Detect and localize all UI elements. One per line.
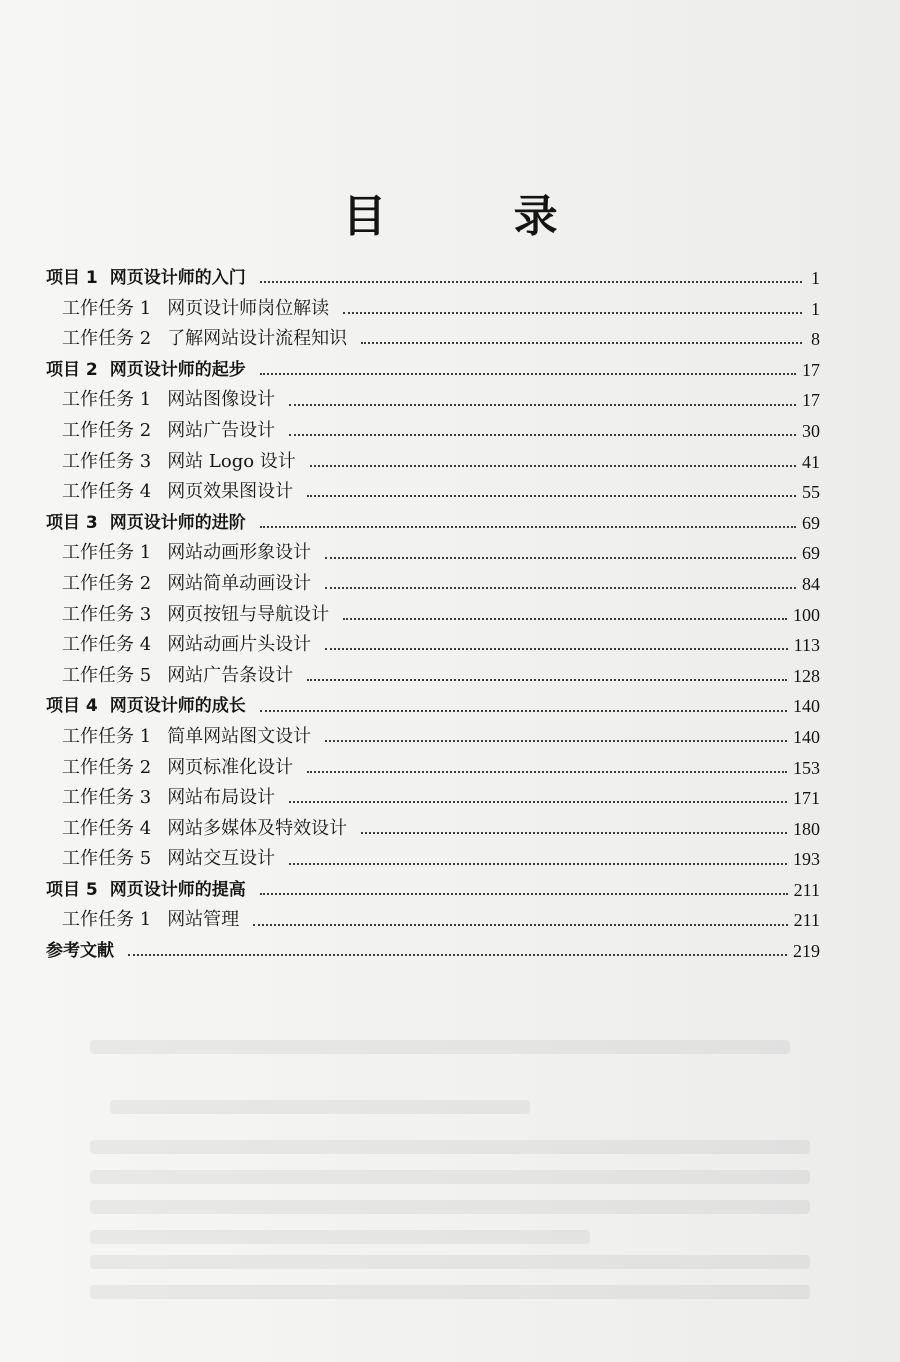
- toc-page-number: 1: [811, 268, 820, 288]
- dot-leader: [289, 801, 787, 803]
- toc-page-number: 1: [811, 298, 820, 319]
- toc-page-number: 193: [793, 849, 820, 870]
- toc-entry-title: 网站图像设计: [167, 389, 276, 411]
- toc-task-row[interactable]: [46, 630, 820, 661]
- toc-task-row[interactable]: [46, 324, 820, 355]
- toc-task-row[interactable]: [46, 844, 820, 875]
- toc-entry-number: 工作任务 2: [62, 756, 152, 778]
- toc-entry-title: 网站管理: [167, 909, 240, 931]
- toc-project-row[interactable]: [46, 263, 820, 294]
- toc-page-number: 17: [802, 359, 820, 380]
- toc-entry-number: 工作任务 5: [62, 848, 152, 870]
- toc-task-row[interactable]: [46, 447, 820, 478]
- toc-entry-title: 网页设计师岗位解读: [167, 297, 330, 319]
- toc-entry-number: 工作任务 3: [62, 787, 152, 809]
- dot-leader: [289, 404, 796, 406]
- toc-entry-title: 网页效果图设计: [167, 481, 294, 503]
- toc-entry-title: 网页按钮与导航设计: [167, 603, 330, 625]
- toc-page-number: 69: [802, 543, 820, 564]
- toc-task-row[interactable]: [46, 416, 820, 447]
- toc-entry-number: 工作任务 2: [62, 328, 152, 350]
- page-title: 目 录: [342, 191, 614, 242]
- toc-project-row[interactable]: [46, 508, 820, 539]
- toc-project-row[interactable]: [46, 875, 820, 906]
- toc-task-row[interactable]: [46, 905, 820, 936]
- toc-page-number: 153: [793, 757, 820, 778]
- toc-page-number: 17: [802, 390, 820, 411]
- dot-leader: [260, 710, 787, 712]
- toc-entry-number: 项目 3: [46, 512, 98, 533]
- dot-leader: [260, 281, 802, 283]
- toc-project-row[interactable]: [46, 691, 820, 722]
- toc-entry-title: 网站多媒体及特效设计: [167, 817, 348, 839]
- toc-page-number: 128: [793, 665, 820, 686]
- toc-entry-title: 网页设计师的进阶: [109, 512, 246, 533]
- dot-leader: [260, 893, 788, 895]
- toc-entry-number: 工作任务 3: [62, 450, 152, 472]
- toc-page-number: 69: [802, 512, 820, 533]
- toc-entry-number: 项目 5: [46, 879, 98, 900]
- dot-leader: [343, 312, 802, 314]
- dot-leader: [361, 342, 802, 344]
- dot-leader: [260, 373, 796, 375]
- toc-entry-title: 网站动画形象设计: [167, 542, 312, 564]
- toc-task-row[interactable]: [46, 753, 820, 784]
- toc-page-number: 140: [793, 696, 820, 717]
- toc-page-number: 55: [802, 482, 820, 503]
- dot-leader: [289, 434, 796, 436]
- toc-page-number: 8: [811, 329, 820, 350]
- dot-leader: [307, 771, 787, 773]
- toc-entry-title: 了解网站设计流程知识: [167, 328, 348, 350]
- toc-entry-number: 工作任务 3: [62, 603, 152, 625]
- toc-entry-title: 网页设计师的成长: [109, 696, 246, 717]
- dot-leader: [325, 648, 787, 650]
- table-of-contents: [46, 263, 820, 967]
- toc-project-row[interactable]: [46, 355, 820, 386]
- dot-leader: [307, 679, 787, 681]
- toc-entry-title: 网站交互设计: [167, 848, 276, 870]
- toc-entry-title: 网页设计师的提高: [109, 879, 246, 900]
- dot-leader: [128, 954, 787, 956]
- toc-entry-title: 网站布局设计: [167, 787, 276, 809]
- dot-leader: [253, 924, 787, 926]
- toc-task-row[interactable]: [46, 538, 820, 569]
- toc-task-row[interactable]: [46, 783, 820, 814]
- toc-page-number: 100: [793, 604, 820, 625]
- dot-leader: [361, 832, 787, 834]
- toc-entry-title: 网页设计师的入门: [109, 268, 246, 288]
- toc-project-row[interactable]: [46, 936, 820, 967]
- toc-entry-number: 工作任务 1: [62, 725, 152, 747]
- toc-entry-title: 网站 Logo 设计: [167, 450, 296, 472]
- toc-page-number: 84: [802, 573, 820, 594]
- toc-entry-number: 工作任务 2: [62, 419, 152, 441]
- toc-entry-title: 网站广告设计: [167, 419, 276, 441]
- toc-page-number: 41: [802, 451, 820, 472]
- toc-task-row[interactable]: [46, 385, 820, 416]
- dot-leader: [289, 863, 787, 865]
- toc-page-number: 140: [793, 726, 820, 747]
- toc-entry-title: 简单网站图文设计: [167, 725, 312, 747]
- toc-entry-number: 工作任务 1: [62, 389, 152, 411]
- toc-page-number: 113: [793, 635, 820, 656]
- toc-entry-number: 项目 1: [46, 268, 98, 288]
- dot-leader: [310, 465, 796, 467]
- toc-entry-number: 工作任务 1: [62, 909, 152, 931]
- toc-task-row[interactable]: [46, 569, 820, 600]
- toc-entry-number: 工作任务 4: [62, 817, 152, 839]
- toc-entry-title: 网页标准化设计: [167, 756, 294, 778]
- toc-task-row[interactable]: [46, 477, 820, 508]
- dot-leader: [260, 526, 796, 528]
- toc-page-number: 30: [802, 420, 820, 441]
- toc-task-row[interactable]: [46, 722, 820, 753]
- toc-entry-number: 工作任务 1: [62, 542, 152, 564]
- dot-leader: [343, 618, 787, 620]
- dot-leader: [325, 557, 796, 559]
- toc-entry-number: 工作任务 1: [62, 297, 152, 319]
- toc-page-number: 219: [793, 941, 820, 962]
- toc-entry-title: 参考文献: [46, 941, 114, 962]
- toc-entry-number: 项目 2: [46, 359, 98, 380]
- toc-task-row[interactable]: [46, 661, 820, 692]
- toc-task-row[interactable]: [46, 814, 820, 845]
- toc-page-number: 211: [793, 910, 820, 931]
- toc-entry-number: 工作任务 4: [62, 634, 152, 656]
- toc-entry-title: 网站广告条设计: [167, 664, 294, 686]
- dot-leader: [325, 740, 787, 742]
- toc-entry-number: 工作任务 2: [62, 572, 152, 594]
- toc-task-row[interactable]: [46, 294, 820, 325]
- toc-entry-title: 网页设计师的起步: [109, 359, 246, 380]
- toc-entry-title: 网站简单动画设计: [167, 572, 312, 594]
- dot-leader: [307, 495, 796, 497]
- toc-entry-title: 网站动画片头设计: [167, 634, 312, 656]
- toc-page-number: 171: [793, 788, 820, 809]
- toc-page-number: 180: [793, 818, 820, 839]
- toc-task-row[interactable]: [46, 600, 820, 631]
- toc-entry-number: 工作任务 4: [62, 481, 152, 503]
- dot-leader: [325, 587, 796, 589]
- toc-page-number: 211: [793, 879, 820, 900]
- toc-entry-number: 项目 4: [46, 696, 98, 717]
- toc-entry-number: 工作任务 5: [62, 664, 152, 686]
